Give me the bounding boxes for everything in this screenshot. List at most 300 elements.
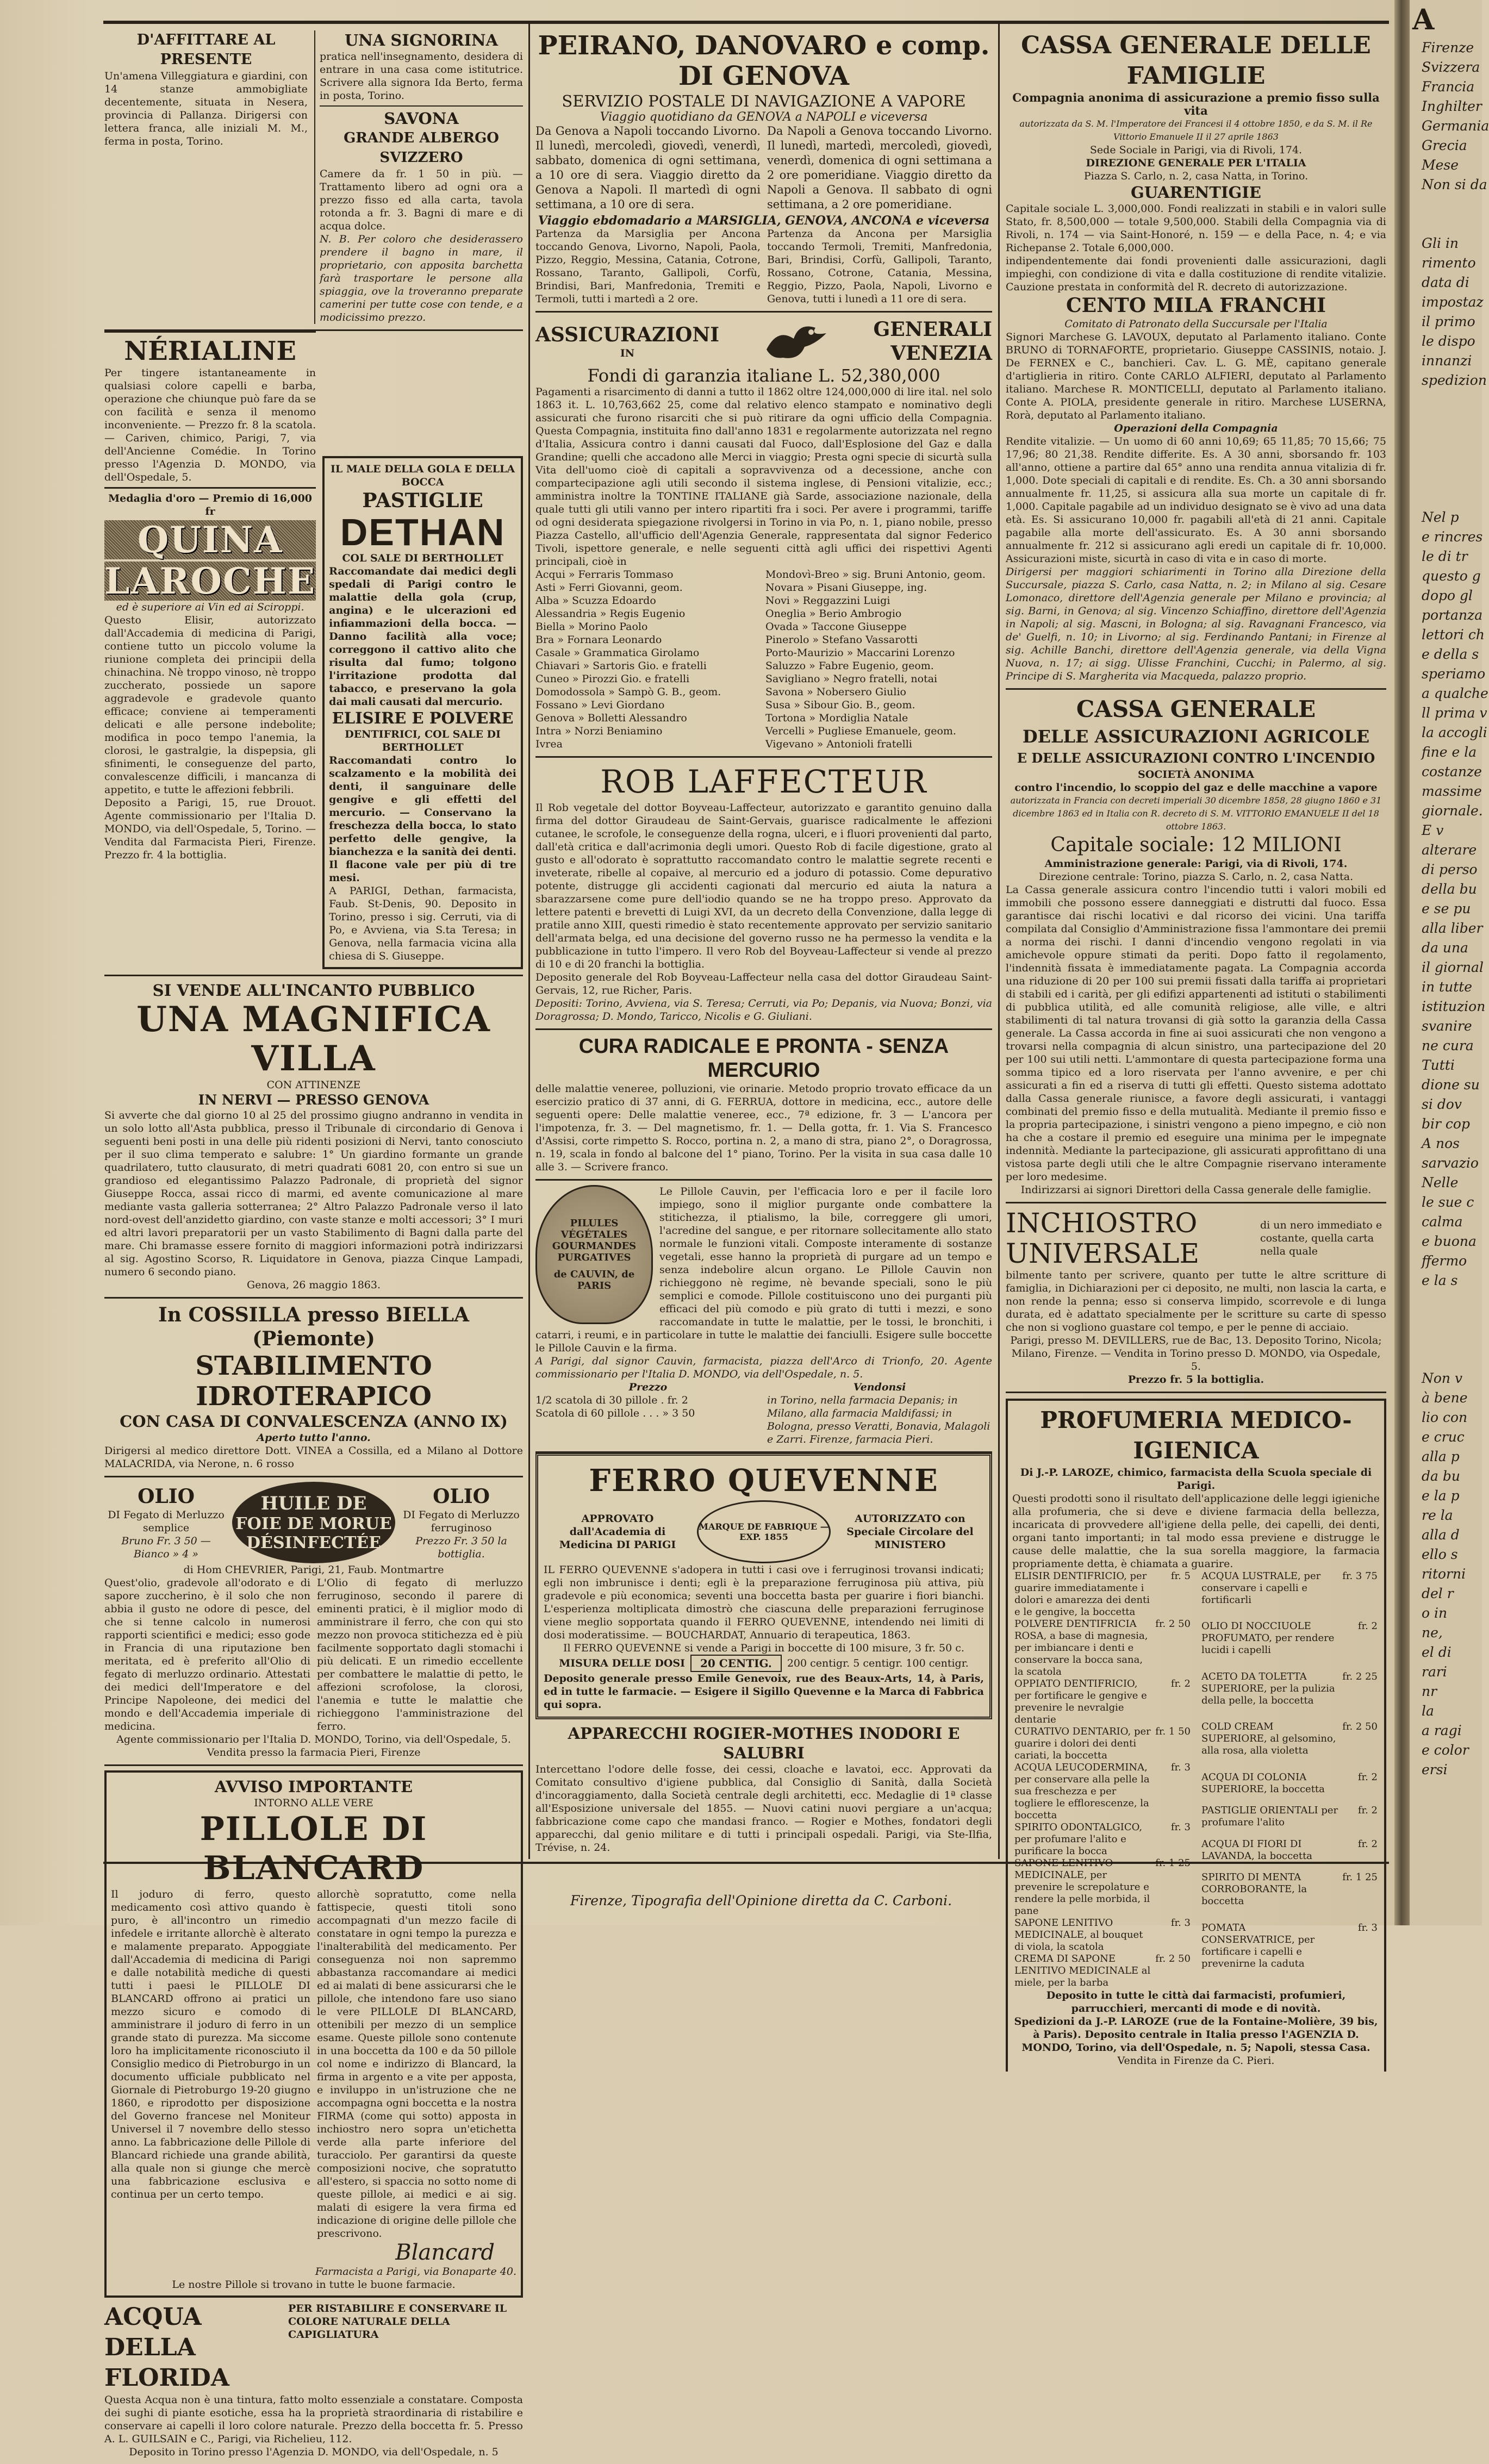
quevenne-right: AUTORIZZATO con Speciale Circolare del MINISTERO bbox=[846, 1513, 974, 1551]
agent-name: » Fabre Eugenio, geom. bbox=[806, 660, 934, 672]
dethan-kicker: IL MALE DELLA GOLA E DELLA BOCCA bbox=[331, 463, 515, 488]
product-name: PASTIGLIE ORIENTALI per profumare l'alito bbox=[1201, 1805, 1338, 1829]
morue-agent: Agente commissionario per l'Italia D. MONDO, Torino, via dell'Ospedale, 5. Vendita presso la farmacia Pieri, Firenze bbox=[116, 1733, 511, 1758]
dethan-sub: COL SALE DI BERTHOLLET bbox=[342, 552, 503, 564]
price-row bbox=[1012, 1857, 1193, 1917]
agent-entry bbox=[765, 672, 992, 685]
next-page-line: Nel p bbox=[1422, 509, 1459, 525]
inchiostro-intro: di un nero immediato e costante, quella carta nella quale bbox=[1260, 1219, 1382, 1257]
blancard-footer: Le nostre Pillole si trovano in tutte le buone farmacie. bbox=[172, 2279, 456, 2291]
price-row bbox=[1012, 1762, 1193, 1822]
next-page-line: questo g bbox=[1422, 568, 1481, 584]
next-page-line: rimento bbox=[1422, 255, 1476, 271]
next-page-line: Non si da bbox=[1422, 177, 1487, 192]
agricole-body: La Cassa generale assicura contro l'incendio tutti i valori mobili ed immobili che possono essere danneggiati e distrutti dal fuoco. Essa garantisce dai rischi locativi e dal ricorso dei vicini. Una tariffa compilata dal Consiglio d'Amministrazione fissa l'ammontare dei premii a norma dei rischi. I danni d'incendio vengono regolati in via amichevole oppure stimati da periti. Dopo fatto il regolamento, l'indennità fissata è immediatamente pagata. La Compagnia accorda una riduzione di 20 per 100 sui premii fissati dalla tariffa ai proprietari di stabili ed i carità, per gli edifizi appartenenti ad istituti o stabilimenti di pubblica utilità, ed alle comunità religiose, alle ville, e altri stabilimenti di tal natura trovansi di già sotto la garanzia della Cassa generale. La Cassa accorda in fine ai suoi assicurati che non vengono a trovarsi nella compagnia di alcun sinistro, una partecipazione del 20 per 100 sui utili netti. L'ammontare di questa partecipazione forma una somma tipico ed a loro riservata per l'anno avvenire, e per chi assicurati a fin ed a riserva di tutti gli effetti. Questo sistema adottato dalla Cassa generale riunisce, a favore degli assicurati, i vantaggi combinati del premio fisso e della mutualità. Mediante il premio fisso e la propria partecipazione, i sinistri vengono a pieno impegno, e ciò non ha che a costare il premio ed eseguire una minima per le impegnate indennità. Mediante la partecipazione, gli assicurati approfittano di una vistosa parte degli utili che le altre Compagnie riservano interamente per loro medesime. bbox=[1006, 884, 1386, 1183]
next-page-line: la accogli bbox=[1422, 725, 1487, 740]
rob-deposit: Deposito generale del Rob Boyveau-Laffecteur nella casa del dottor Giraudeau Saint-Gervais, 12, rue Richer, Paris. bbox=[535, 971, 992, 996]
dethan-title2: DETHAN bbox=[340, 511, 506, 553]
quevenne-dose bbox=[544, 1655, 984, 1672]
dethan-sub2: DENTIFRICI, COL SALE DI BERTHOLLET bbox=[345, 728, 501, 753]
price-row bbox=[1199, 1872, 1380, 1922]
peirano-sub2: Viaggio quotidiano da GENOVA a NAPOLI e viceversa bbox=[600, 110, 928, 124]
cassa-sub: Compagnia anonima di assicurazione a premio fisso sulla vita bbox=[1012, 91, 1380, 117]
peirano-wright: Partenza da Ancona per Marsiglia toccando Termoli, Tremiti, Manfredonia, Bari, Brindisi, Corfù, Gallipoli, Taranto, Rossano, Cotrone, Catania, Messina, Reggio, Pizzo, Paola, Napoli, Livorno e Genova, tutti i lunedì a 11 ore di sera. bbox=[767, 228, 992, 305]
next-page-lines bbox=[1411, 38, 1489, 1780]
oval-line3: DÉSINFECTÉE bbox=[246, 1533, 382, 1552]
quina-medal: Medaglia d'oro — Premio di 16,000 fr bbox=[108, 492, 313, 517]
morue-price-right: Prezzo Fr. 3 50 la bottiglia. bbox=[415, 1535, 507, 1560]
next-page-line: e della s bbox=[1422, 646, 1479, 662]
next-page-line: Francia bbox=[1422, 79, 1475, 95]
foie-de-morue-logo bbox=[232, 1482, 395, 1563]
agent-name: » Mordiglia Natale bbox=[806, 712, 908, 724]
inchiostro-header bbox=[1006, 1208, 1386, 1269]
product-name: COLD CREAM SUPERIORE, al gelsomino, alla rosa, alla violetta bbox=[1201, 1721, 1336, 1757]
next-page-line: Germania bbox=[1422, 118, 1489, 134]
next-page-line: e la s bbox=[1422, 1272, 1458, 1288]
next-page-line: di perso bbox=[1422, 862, 1478, 877]
villa-sub: CON ATTINENZE bbox=[266, 1079, 361, 1091]
agent-entry bbox=[765, 685, 992, 698]
morue-body bbox=[104, 1576, 523, 1733]
agent-entry bbox=[535, 712, 762, 725]
villa-date: Genova, 26 maggio 1863. bbox=[246, 1279, 381, 1291]
peirano-weekly: Viaggio ebdomadario a MARSIGLIA, GENOVA, ANCONA e viceversa bbox=[538, 214, 990, 228]
morue-body-right: L'Olio di fegato di merluzzo ferruginoso, secondo il parere di eminenti pratici, è il miglior modo di amministrare il ferro, che con qui sto mezzo non provoca stitichezza ed è più facilmente sopportato dagli stomachi i più delicati. E un rimedio eccellente per combattere le malattie di petto, le affezioni scrofolose, la clorosi, l'anemia e tutte le malattie che richieggono l'amministrazione del ferro. bbox=[317, 1577, 523, 1732]
generali-left bbox=[535, 323, 719, 360]
rob-ad bbox=[535, 758, 992, 1030]
generali-fondi: Fondi di garanzia italiane L. 52,380,000 bbox=[587, 365, 940, 386]
cauvin-body: Le Pillole Cauvin, per l'efficacia loro e per il facile loro impiego, sono il miglior purgante onde combattere la stitichezza, il ptialismo, la bile, correggere gli umori, l'acredine del sangue, e per ritornare sollecitamente allo stato normale le funzioni vitali. Composte interamente di sostanze vegetali, esse hanno la proprietà di purgare ad un tempo e senza indebolire alcun organo. Le Pillole Cauvin non richieggono nè regime, nè bevande speciali, sono le più semplici e comode. Pillole costituiscono uno dei purganti più efficaci del più comodo e più grato di tutti i mezzi, e sono raccomandate in tutte le malattie, per le tossi, le bronchiti, i catarri, i reumi, e in particolare in tutte le malattie dei fanciulli. Esigere sulle boccette le Pillole Cauvin e la firma. bbox=[535, 1186, 992, 1354]
next-page-line bbox=[1411, 469, 1482, 488]
ferrua-ad bbox=[535, 1030, 992, 1181]
cossilla-kicker: In COSSILLA presso BIELLA (Piemonte) bbox=[158, 1303, 470, 1350]
morue-left-title: OLIO bbox=[138, 1485, 195, 1508]
price-row bbox=[1012, 1917, 1193, 1953]
next-page-line: sarvazio bbox=[1422, 1155, 1479, 1171]
column-2 bbox=[535, 26, 992, 1860]
dethan-title3: ELISIRE E POLVERE bbox=[332, 709, 514, 727]
next-page-line: Firenze bbox=[1422, 40, 1474, 55]
next-page-line: speriamo bbox=[1422, 666, 1486, 682]
peirano-title: PEIRANO, DANOVARO e comp. DI GENOVA bbox=[538, 30, 990, 91]
quina-name1: QUINA bbox=[104, 520, 316, 559]
quevenne-mark: MARQUE DE FABRIQUE — EXP. 1855 bbox=[699, 1521, 829, 1542]
agent-city: Acqui bbox=[535, 569, 565, 581]
morue-maker: di Hom CHEVRIER, Parigi, 21, Faub. Montmartre bbox=[183, 1564, 444, 1576]
next-page-line: fine e la bbox=[1422, 744, 1477, 760]
agent-entry bbox=[765, 698, 992, 712]
blancard-kicker: AVVISO IMPORTANTE bbox=[214, 1777, 413, 1796]
next-page-line: alla liber bbox=[1422, 920, 1483, 936]
agent-name: » Regis Eugenio bbox=[596, 608, 686, 620]
savona-note: N. B. Per coloro che desiderassero prendere il bagno in mare, il proprietario, con apposita barchetta farà trasportare le persone alla spiaggia, ove la troveranno preparate camerini per tutte cose con tende, e a modicissimo prezzo. bbox=[320, 233, 523, 323]
product-name: OLIO DI NOCCIUOLE PROFUMATO, per rendere lucidi i capelli bbox=[1201, 1620, 1335, 1656]
next-page-line: e se pu bbox=[1422, 901, 1471, 916]
agent-entry bbox=[535, 659, 762, 672]
agent-entry bbox=[535, 607, 762, 620]
column-3 bbox=[1006, 26, 1386, 2072]
next-page-line: svanire bbox=[1422, 1018, 1472, 1034]
generali-body: Pagamenti a risarcimento di danni a tutto il 1862 oltre 124,000,000 di lire ital. nel solo 1863 it. L. 10,763,662 25, come dal relativo elenco stampato e nominativo degli assicurati che furono risarciti che si può ritirare da ogni ufficio della Compagnia. Questa Compagnia, instituita fino dall'anno 1831 e regolarmente autorizzata nel regno d'Italia, Assicura contro i danni causati dal Fuoco, dall'Esplosione del Gaz e dalla Grandine; quelli che accadono alle Merci in viaggio; Presta ogni specie di sicurtà sulla Vita dell'uomo cioè di capitali a sopravvivenza od a decessione, anche con compartecipazione agli utili secondo il sistema inglese, di Pensioni vitalizie, ecc.; amministra inoltre la TONTINE ITALIANE già Sarde, associazione nazionale, della quale tutti gli utili vanno per intero ripartiti fra i soci. Per avere i programmi, tariffe od ogni desiderata spiegazione rivolgersi in Torino in via Po, n. 1, piano nobile, presso Piazza Castello, all'ufficio dell'Agenzia Generale, rappresentata dal signor Federico Tivoli, ispettore generale, e nelle seguenti città agli uffici dei rispettivi Agenti principali, cioè in bbox=[535, 386, 992, 567]
price-row bbox=[1012, 1953, 1193, 1989]
next-page-line: Gli in bbox=[1422, 235, 1459, 251]
agent-city: Fossano bbox=[535, 699, 578, 711]
quina-ad bbox=[104, 487, 316, 862]
villa-ad bbox=[104, 975, 523, 1299]
savona-title: SAVONA bbox=[384, 109, 459, 128]
next-page-line: Nelle bbox=[1422, 1175, 1459, 1190]
apparecchi-body: Intercettano l'odore delle fosse, dei cessi, cloache e lavatoi, ecc. Approvati da Comitato consultivo d'igiene pubblica, dal Consiglio di Sanità, dalla Società d'incoraggiamento, dalla Società centrale degli architetti, ecc. Medaglie di 1ª classe all'Esposizione universale del 1855. — Nuovi catini nuovi pergiare a un'acqua; fabbricazione come capo che mandasi franco. — Rogier e Mothes, fondatori degli apparecchi, dal genio militare e di tutti i principali ospedali. Parigi, via Ste-Ilfia, Trévise, n. 24. bbox=[535, 1763, 992, 1854]
quina-tag: ed è superiore ai Vin ed ai Sciroppi. bbox=[116, 601, 304, 613]
agricole-risks: contro l'incendio, lo scoppio del gaz e delle macchine a vapore bbox=[1014, 782, 1378, 794]
dethan-body2: Raccomandati contro lo scalzamento e la mobilità dei denti, il sanguinare delle gengive e gli effetti del mercurio. — Conservano la freschezza della bocca, lo stato perfetto delle gengive, la bianchezza e la sanità dei denti. Il flacone vale per più di tre mesi. bbox=[329, 754, 516, 884]
next-page-line: in tutte bbox=[1422, 979, 1473, 995]
agent-entry bbox=[535, 738, 762, 751]
morue-right bbox=[400, 1484, 523, 1561]
agent-city: Vercelli bbox=[765, 725, 805, 737]
peirano-weekly-schedule bbox=[535, 227, 992, 305]
next-page-line: ffermo bbox=[1422, 1253, 1467, 1269]
next-page-line: Grecia bbox=[1422, 138, 1467, 153]
rob-title: ROB LAFFECTEUR bbox=[600, 763, 927, 800]
quevenne-trademark bbox=[697, 1500, 831, 1563]
agent-name: » Stefano Vassarotti bbox=[809, 634, 918, 646]
product-price: fr. 5 bbox=[1170, 1570, 1191, 1582]
agent-city: Saluzzo bbox=[765, 660, 806, 672]
morue-body-left: Quest'olio, gradevole all'odorato e di sapore zuccherino, è il solo che non abbia il gusto ne odore di pesce, del che si tenne calcolo in numerosi rapporti scientifici e medici; esso gode in Francia di una riputazione ben meritata, ed è preferito all'Olio di fegato di merluzzo ordinario. Attestati dei medici dell'Imperatore e del Principe Napoleone, dei medici del mondo e dell'Accademia imperiale di medicina. bbox=[104, 1577, 310, 1732]
printer-footer: Firenze, Tipografia dell'Opinione diretta da C. Carboni. bbox=[570, 1893, 952, 1908]
agent-name: » Pirozzi Gio. e fratelli bbox=[569, 673, 690, 685]
quevenne-dose-value: 20 CENTIG. bbox=[690, 1655, 782, 1672]
agent-name: » Morino Paolo bbox=[565, 621, 648, 633]
agricole-ad bbox=[1006, 690, 1386, 1203]
agent-city: Novi bbox=[765, 595, 790, 607]
profumeria-body: Questi prodotti sono il risultato dell'applicazione delle leggi igieniche alla profumeria, che si deve e diviene farmacia della bellezza, incaricata di provvedere all'igiene della pelle, dei capelli, dei denti, organi tanto importanti; in tal modo essa previene e distrugge le cause delle malattie, che la sua sorella maggiore, la farmacia propriamente detta, è chiamata a guarire. bbox=[1012, 1493, 1380, 1570]
next-page-line bbox=[1411, 410, 1482, 429]
blancard-sub: INTORNO ALLE VERE bbox=[254, 1797, 373, 1809]
generali-left-text: ASSICURAZIONI bbox=[535, 323, 720, 346]
spacer bbox=[322, 168, 523, 456]
price-row bbox=[1012, 1726, 1193, 1762]
next-page-line: si dov bbox=[1422, 1096, 1462, 1112]
agents-list-1 bbox=[535, 568, 762, 751]
florida-title: ACQUA DELLA FLORIDA bbox=[104, 2303, 229, 2392]
agent-name: » Norzi Beniamino bbox=[561, 725, 663, 737]
generali-in: IN bbox=[620, 347, 635, 359]
product-price: fr. 2 bbox=[1357, 1620, 1378, 1632]
profumeria-lists bbox=[1012, 1570, 1380, 1989]
winged-lion-icon bbox=[761, 317, 832, 366]
product-name: ACQUA DI COLONIA SUPERIORE, la boccetta bbox=[1201, 1771, 1325, 1795]
generali-right1: GENERALI bbox=[873, 318, 992, 341]
price-row bbox=[1199, 1922, 1380, 1989]
inchiostro-addr: Parigi, presso M. DEVILLERS, rue de Bac, 13. Deposito Torino, Nicola; Milano, Firenze. — Vendita in Torino presso D. MONDO, via Ospedale, 5. bbox=[1010, 1334, 1382, 1373]
morue-left-sub: DI Fegato di Merluzzo semplice bbox=[108, 1509, 225, 1534]
agricole-admin: Amministrazione generale: Parigi, via di Rivoli, 174. bbox=[1044, 858, 1348, 870]
agent-entry bbox=[765, 659, 992, 672]
agricole-title1: CASSA GENERALE bbox=[1076, 696, 1316, 722]
agent-name: » Grammatica Girolamo bbox=[570, 647, 700, 659]
quina-body: Questo Elisir, autorizzato dall'Accademia di medicina di Parigi, contiene tutto un piccolo volume la riunione completa dei principii della chinachina. Nè troppo vinoso, nè troppo zuccherato, possiede un sapore aggradevole e gradevole quanto efficace; conviene ai temperamenti delicati e alle persone indebolite; modifica in poco tempo l'anemia, la clorosi, le gastralgie, la dispepsia, gli sfinimenti, le conseguenze del parto, convalescenze difficili, i mancanza di appetito, e tutte le affezioni febbrili. bbox=[104, 614, 316, 796]
product-name: ACQUA LUSTRALE, per conservare i capelli e fortificarli bbox=[1201, 1570, 1321, 1606]
agricole-title3: E DELLE ASSICURAZIONI CONTRO L'INCENDIO bbox=[1017, 750, 1375, 766]
next-page-line: e buona bbox=[1422, 1233, 1476, 1249]
next-page-line bbox=[1411, 449, 1482, 469]
agent-city: Bra bbox=[535, 634, 555, 646]
profumeria-list-right bbox=[1199, 1570, 1380, 1989]
cassa-auth: autorizzata da S. M. l'Imperatore dei Francesi il 4 ottobre 1850, e da S. M. il Re Vittorio Emanuele II il 27 aprile 1863 bbox=[1019, 118, 1373, 142]
next-page-line: Tutti bbox=[1422, 1057, 1455, 1073]
profumeria-vendita: Vendita in Firenze da C. Pieri. bbox=[1117, 2055, 1275, 2067]
cauvin-v-title: Vendonsi bbox=[853, 1381, 906, 1393]
next-page-line: ritorni bbox=[1422, 1566, 1466, 1582]
agent-entry bbox=[765, 620, 992, 633]
cauvin-ad bbox=[535, 1181, 992, 1453]
product-name: OPPIATO DENTIFRICIO, per fortificare le gengive e prevenire le nevralgie dentarie bbox=[1014, 1678, 1147, 1725]
florida-header bbox=[104, 2302, 523, 2393]
oval-line2: FOIE DE MORUE bbox=[235, 1514, 392, 1533]
rob-body: Il Rob vegetale del dottor Boyveau-Laffecteur, autorizzato e garantito genuino dalla firma del dottor Giraudeau de Saint-Gervais, guarisce radicalmente le affezioni cutanee, le scrofole, le conseguenze della rogna, ulceri, e i fluori provenienti dal parto, dall'età critica e dall'acrimonia degli umori. Questo Rob di facile digestione, grato al gusto e all'odorato è soprattutto raccomandato contro le malattie segrete recenti e inveterate, ribelle al copaive, al mercurio ed a joduro di potassio. Come depurativo potente, distrugge gli accidenti cagionati dal mercurio ed aiuta la natura a sbarazzarsene come pure dell'iodio quando se ne ha troppo preso. Approvato da lettere patenti e brevetti di Luigi XVI, da un decreto della Convenzione, dalla legge di pratile anno XIII, questi rimedio è stato recentemente approvato per servizio sanitario dell'armata belga, ed una decisione del governo russo ne ha permesso la vendita e la pubblicazione in tutto l'impero. Il vero Rob del Boyveau-Laffecteur si vende al prezzo di 10 e di 20 franchi la bottiglia. bbox=[535, 802, 992, 970]
cauvin-p1: 1/2 scatola di 30 pillole . fr. 2 bbox=[535, 1394, 688, 1406]
price-row bbox=[1199, 1838, 1380, 1872]
next-page-line: il primo bbox=[1422, 314, 1475, 329]
price-row bbox=[1012, 1678, 1193, 1726]
cauvin-prices bbox=[535, 1381, 992, 1446]
morue-header bbox=[104, 1482, 523, 1563]
top-rule bbox=[103, 21, 1389, 24]
price-row bbox=[1199, 1671, 1380, 1721]
next-page-line: a ragi bbox=[1422, 1723, 1462, 1738]
left-stack bbox=[104, 168, 316, 969]
next-page-line: alterare bbox=[1422, 842, 1477, 858]
next-page-line: ne cura bbox=[1422, 1038, 1474, 1053]
cassa-title: CASSA GENERALE DELLE FAMIGLIE bbox=[1021, 32, 1371, 90]
next-page-line: dopo gl bbox=[1422, 588, 1473, 603]
next-page-line: alla d bbox=[1422, 1527, 1460, 1543]
ferrua-title: CURA RADICALE E PRONTA - SENZA MERCURIO bbox=[578, 1035, 949, 1082]
peirano-left: Da Genova a Napoli toccando Livorno. Il lunedì, mercoledì, giovedì, venerdì, sabbato, domenica di ogni settimana, a 10 ore di sera. Viaggio diretto da Genova a Napoli. Il martedì di ogni settimana, a 10 ore di sera. bbox=[535, 124, 761, 211]
agent-city: Novara bbox=[765, 582, 804, 594]
signorina-title: UNA SIGNORINA bbox=[344, 31, 499, 49]
nerialine-body: Per tingere istantaneamente in qualsiasi colore capelli e barba, operazione che chiunque può fare da se con facilità e senza il menomo inconveniente. — Prezzo fr. 8 la scatola. — Cariven, chimico, Parigi, 7, via dell'Ancienne Comédie. In Torino presso l'Agenzia D. MONDO, via dell'Ospedale, 5. bbox=[104, 367, 316, 483]
blancard-pharm: Farmacista a Parigi, via Bonaparte 40. bbox=[315, 2266, 516, 2278]
agent-entry bbox=[535, 568, 762, 581]
product-price: fr. 2 bbox=[1170, 1678, 1191, 1689]
next-page-line: e color bbox=[1422, 1742, 1469, 1758]
next-page-line: E v bbox=[1422, 822, 1444, 838]
next-page-line: massime bbox=[1422, 783, 1482, 799]
agent-name: » Antonioli fratelli bbox=[813, 738, 912, 750]
product-price: fr. 2 bbox=[1357, 1805, 1378, 1817]
florida-deposit: Deposito in Torino presso l'Agenzia D. MONDO, via dell'Ospedale, n. 5 bbox=[129, 2446, 499, 2458]
savona-body: Camere da fr. 1 50 in più. — Trattamento libero ad ogni ora a prezzo fisso ed alla carta, tavola rotonda a fr. 3. Bagni di mare e di acqua dolce. bbox=[320, 168, 523, 232]
next-page-line: calma bbox=[1422, 1214, 1463, 1230]
quevenne-header bbox=[544, 1500, 984, 1563]
generali-agents bbox=[535, 568, 992, 751]
agent-name: » Negro fratelli, notai bbox=[820, 673, 938, 685]
cassa-members: Signori Marchese G. LAVOUX, deputato al Parlamento italiano. Conte BRUNO di TORNAFORTE, proprietario. Giuseppe CASSINIS, notaio. J. De FERNEX e C., banchieri. Cav. L. G. MÈ, capitano generale d'artiglieria in ritiro. Conte CARLO ALFIERI, deputato al Parlamento italiano. Marchese R. MONTICELLI, deputato al Parlamento italiano. Conte A. PIOLA, presidente generale in ritiro. Marchese LUSERNA, Rorà, deputato al Parlamento italiano. bbox=[1006, 331, 1386, 421]
apparecchi-ad bbox=[535, 1719, 992, 1860]
profumeria-list-left bbox=[1012, 1570, 1193, 1989]
agent-city: Savigliano bbox=[765, 673, 820, 685]
next-page-line: o in bbox=[1422, 1605, 1448, 1621]
blancard-body bbox=[111, 1888, 516, 2240]
agent-entry bbox=[535, 620, 762, 633]
next-page-line: ll prima v bbox=[1422, 705, 1487, 721]
product-price: fr. 2 bbox=[1357, 1838, 1378, 1850]
agent-city: Susa bbox=[765, 699, 791, 711]
peirano-ad bbox=[535, 26, 992, 313]
affittare-title: D'AFFITTARE AL PRESENTE bbox=[136, 32, 276, 68]
agent-entry bbox=[535, 672, 762, 685]
next-page-line bbox=[1411, 195, 1482, 214]
product-price: fr. 3 bbox=[1170, 1917, 1191, 1929]
generali-header bbox=[535, 317, 992, 366]
signorina-body: pratica nell'insegnamento, desidera di entrare in una casa come istitutrice. Scrivere alla signora Ida Berto, ferma in posta, Torino. bbox=[320, 51, 523, 102]
price-row bbox=[1012, 1570, 1193, 1618]
morue-left bbox=[104, 1484, 228, 1561]
blancard-ad bbox=[104, 1770, 523, 2298]
morue-price-left: Bruno Fr. 3 50 — Bianco » 4 » bbox=[121, 1535, 211, 1560]
profumeria-ad bbox=[1006, 1399, 1386, 2072]
column-rule bbox=[528, 22, 530, 1859]
agent-city: Ivrea bbox=[535, 738, 563, 750]
product-name: POLVERE DENTIFRICIA ROSA, a base di magnesia, per imbiancare i denti e conservare la bocca sana, la scatola bbox=[1014, 1618, 1148, 1677]
product-price: fr. 2 bbox=[1357, 1771, 1378, 1783]
blancard-body-right: allorchè sopratutto, come nella fattispecie, questi titoli sono accompagnati d'un mezzo facile di constatare in ogni tempo la purezza e l'inalterabilità del medicamento. Per conseguenza noi non sapremmo abbastanza raccomandare ai medici ed ai malati di bene assicurarsi che le pillole, che intendono fare uso siano le vere PILLOLE DI BLANCARD, ottenibili per mezzo di un semplice esame. Queste pillole sono contenute in una boccetta da 100 e da 50 pillole col nome e indirizzo di Blancard, la firma in argento e a vite per apposta, e inviluppo in un'istruzione che ne accompagna ogni boccetta e la nostra FIRMA (come qui sotto) apposta in inchiostro nero sopra un'etichetta verde alla parte inferiore del turacciolo. Per garantirsi da queste composizioni nocive, che sopratutto all'estero, si spaccia no sotto nome di queste pillole, ai medici e ai sig. malati di esigere la vera firma ed indicazione di origine delle pillole che prescrivono. bbox=[317, 1888, 516, 2240]
dethan-title1: PASTIGLIE bbox=[362, 489, 483, 512]
agent-city: Tortona bbox=[765, 712, 806, 724]
agent-name: » Pisani Giuseppe, ing. bbox=[803, 582, 927, 594]
product-name: SAPONE LENITIVO MEDICINALE, al bouquet di viola, la scatola bbox=[1014, 1917, 1143, 1953]
next-page-line: il giornal bbox=[1422, 959, 1484, 975]
agent-city: Domodossola bbox=[535, 686, 606, 698]
next-page-line: e cruc bbox=[1422, 1429, 1465, 1445]
morue-right-sub: DI Fegato di Merluzzo ferruginoso bbox=[403, 1509, 520, 1534]
agent-city: Porto-Maurizio bbox=[765, 647, 844, 659]
agent-entry bbox=[535, 685, 762, 698]
next-page-line: impostaz bbox=[1422, 294, 1484, 310]
next-page-line: portanza bbox=[1422, 607, 1483, 623]
agent-entry bbox=[765, 712, 992, 725]
agent-entry bbox=[765, 633, 992, 646]
quina-name2: LAROCHE bbox=[104, 560, 316, 602]
product-name: ACQUA LEUCODERMINA, per conservare alla pelle la sua freschezza e per togliere le efflorescenze, la boccetta bbox=[1014, 1762, 1150, 1821]
next-page-line: innanzi bbox=[1422, 353, 1472, 369]
quina-deposit: Deposito a Parigi, 15, rue Drouot. Agente commissionario per l'Italia D. MONDO, via dell'Ospedale, 5, Torino. — Vendita dal Farmacista Pieri, Firenze. Prezzo fr. 4 la bottiglia. bbox=[104, 797, 316, 861]
agent-entry bbox=[765, 568, 992, 581]
price-row bbox=[1012, 1822, 1193, 1857]
next-page-line bbox=[1411, 1349, 1482, 1369]
agent-name: » Bolletti Alessandro bbox=[575, 712, 687, 724]
inchiostro-price: Prezzo fr. 5 la bottiglia. bbox=[1127, 1374, 1264, 1386]
quevenne-dose-label: MISURA DELLE DOSI bbox=[559, 1657, 686, 1669]
product-price: fr. 1 25 bbox=[1155, 1857, 1191, 1869]
next-page-line bbox=[1411, 214, 1482, 234]
agricole-title2: DELLE ASSICURAZIONI AGRICOLE bbox=[1022, 726, 1370, 747]
agent-city: Chiavari bbox=[535, 660, 580, 672]
agent-name: » Taccone Giuseppe bbox=[799, 621, 907, 633]
villa-place: IN NERVI — PRESSO GENOVA bbox=[198, 1092, 429, 1108]
agent-name: » Pugliese Emanuele, geom. bbox=[805, 725, 956, 737]
product-price: fr. 1 25 bbox=[1342, 1872, 1378, 1883]
agent-name: » Sartoris Gio. e fratelli bbox=[580, 660, 707, 672]
cossilla-title: STABILIMENTO IDROTERAPICO bbox=[195, 1351, 432, 1412]
next-page-line: e la p bbox=[1422, 1488, 1460, 1504]
cassa-ops-title: Operazioni della Compagnia bbox=[1114, 422, 1278, 434]
cossilla-ad bbox=[104, 1299, 523, 1477]
next-page-line: bir cop bbox=[1422, 1116, 1470, 1132]
price-row bbox=[1199, 1570, 1380, 1620]
peirano-wleft: Partenza da Marsiglia per Ancona toccando Genova, Livorno, Napoli, Paola, Pizzo, Reggio, Messina, Catania, Cotrone, Rossano, Taranto, Gallipoli, Corfù, Brindisi, Bari, Manfredonia, Tremiti e Termoli, tutti i martedì a 2 ore. bbox=[535, 228, 761, 305]
agent-entry bbox=[535, 633, 762, 646]
cassa-dir: DIREZIONE GENERALE PER L'ITALIA bbox=[1086, 157, 1306, 169]
next-page-line: ersi bbox=[1422, 1762, 1448, 1777]
agent-entry bbox=[765, 594, 992, 607]
next-page-line: del r bbox=[1422, 1586, 1454, 1601]
agent-name: » Sibour Gio. B., geom. bbox=[790, 699, 915, 711]
next-page-line: ello s bbox=[1422, 1546, 1458, 1562]
next-page-line bbox=[1411, 488, 1482, 508]
nerialine-title: NÉRIALINE bbox=[124, 336, 296, 366]
profumeria-deposit: Deposito in tutte le città dai farmacisti, profumieri, parrucchieri, mercanti di mode e di novità. bbox=[1046, 1989, 1346, 2014]
next-page-line: dione su bbox=[1422, 1077, 1480, 1093]
cossilla-open: Aperto tutto l'anno. bbox=[257, 1432, 371, 1444]
product-price: fr. 2 25 bbox=[1342, 1670, 1378, 1682]
next-page-line: da una bbox=[1422, 940, 1468, 956]
profumeria-sub: Di J.-P. LAROZE, chimico, farmacista della Scuola speciale di Parigi. bbox=[1020, 1467, 1372, 1492]
cauvin-maker: de CAUVIN, de PARIS bbox=[553, 1269, 635, 1292]
agent-entry bbox=[765, 725, 992, 738]
generali-ad bbox=[535, 313, 992, 758]
cassa-addr: Piazza S. Carlo, n. 2, casa Natta, in Torino. bbox=[1083, 170, 1309, 182]
agent-entry bbox=[535, 594, 762, 607]
product-name: CREMA DI SAPONE LENITIVO MEDICINALE al miele, per la barba bbox=[1014, 1953, 1151, 1988]
next-page-line: Inghilter bbox=[1422, 98, 1482, 114]
next-page-line: della bu bbox=[1422, 881, 1477, 897]
villa-title: UNA MAGNIFICA VILLA bbox=[136, 999, 491, 1079]
agricole-foot: Indirizzarsi ai signori Direttori della Cassa generale delle famiglie. bbox=[1020, 1184, 1372, 1196]
cossilla-sub: CON CASA DI CONVALESCENZA (ANNO IX) bbox=[120, 1412, 508, 1431]
next-page-line: Svizzera bbox=[1422, 59, 1480, 75]
oval-line1: HUILE DE bbox=[260, 1493, 367, 1514]
apparecchi-title: APPARECCHI ROGIER-MOTHES INODORI E SALUBRI bbox=[568, 1724, 960, 1762]
next-page-line: da bu bbox=[1422, 1468, 1460, 1484]
next-page-line: Mese bbox=[1422, 157, 1459, 173]
quevenne-ad bbox=[535, 1453, 992, 1719]
next-page-line: le sue c bbox=[1422, 1194, 1474, 1210]
next-page-letter: A bbox=[1412, 3, 1435, 36]
agent-name: » sig. Bruni Antonio, geom. bbox=[839, 569, 986, 581]
next-page-line: rari bbox=[1422, 1664, 1447, 1680]
agent-name: » Sampò G. B., geom. bbox=[605, 686, 721, 698]
cossilla-body: Dirigersi al medico direttore Dott. VINEA a Cossilla, ed a Milano al Dottore MALACRIDA, via Nerone, n. 6 rosso bbox=[104, 1445, 523, 1470]
price-row bbox=[1199, 1620, 1380, 1670]
cassa-capital: Capitale sociale L. 3,000,000. Fondi realizzati in stabili e in valori sulle Stato, fr. 8,500,000 — totale 9,500,000. Stabili della Compagnia via di Rivoli, n. 174 — via Saint-Honoré, n. 159 — e della Pace, n. 4; e via Richepanse 2. Totale 6,000,000. bbox=[1006, 203, 1386, 254]
next-page-line bbox=[1411, 1310, 1482, 1330]
page-gutter bbox=[1394, 0, 1410, 1925]
next-page-line bbox=[1411, 1290, 1482, 1310]
column-rule bbox=[998, 22, 1000, 1859]
mid-ads-row bbox=[104, 168, 523, 975]
agent-name: » Maccarini Lorenzo bbox=[843, 647, 955, 659]
next-page-line: A nos bbox=[1422, 1136, 1460, 1151]
cassa-comitato: Comitato di Patronato della Succursale per l'Italia bbox=[1064, 318, 1328, 330]
product-price: fr. 3 75 bbox=[1342, 1570, 1378, 1582]
next-page-line: giornale. bbox=[1422, 803, 1483, 819]
cassa-note: indipendentemente dai fondi provenienti dalle assicurazioni, dagli impieghi, con condizione di vita e dalla costituzione di rendite vitalizie. Cauzione prestata in conformità del R. decreto di autorizzazione. bbox=[1006, 255, 1386, 293]
